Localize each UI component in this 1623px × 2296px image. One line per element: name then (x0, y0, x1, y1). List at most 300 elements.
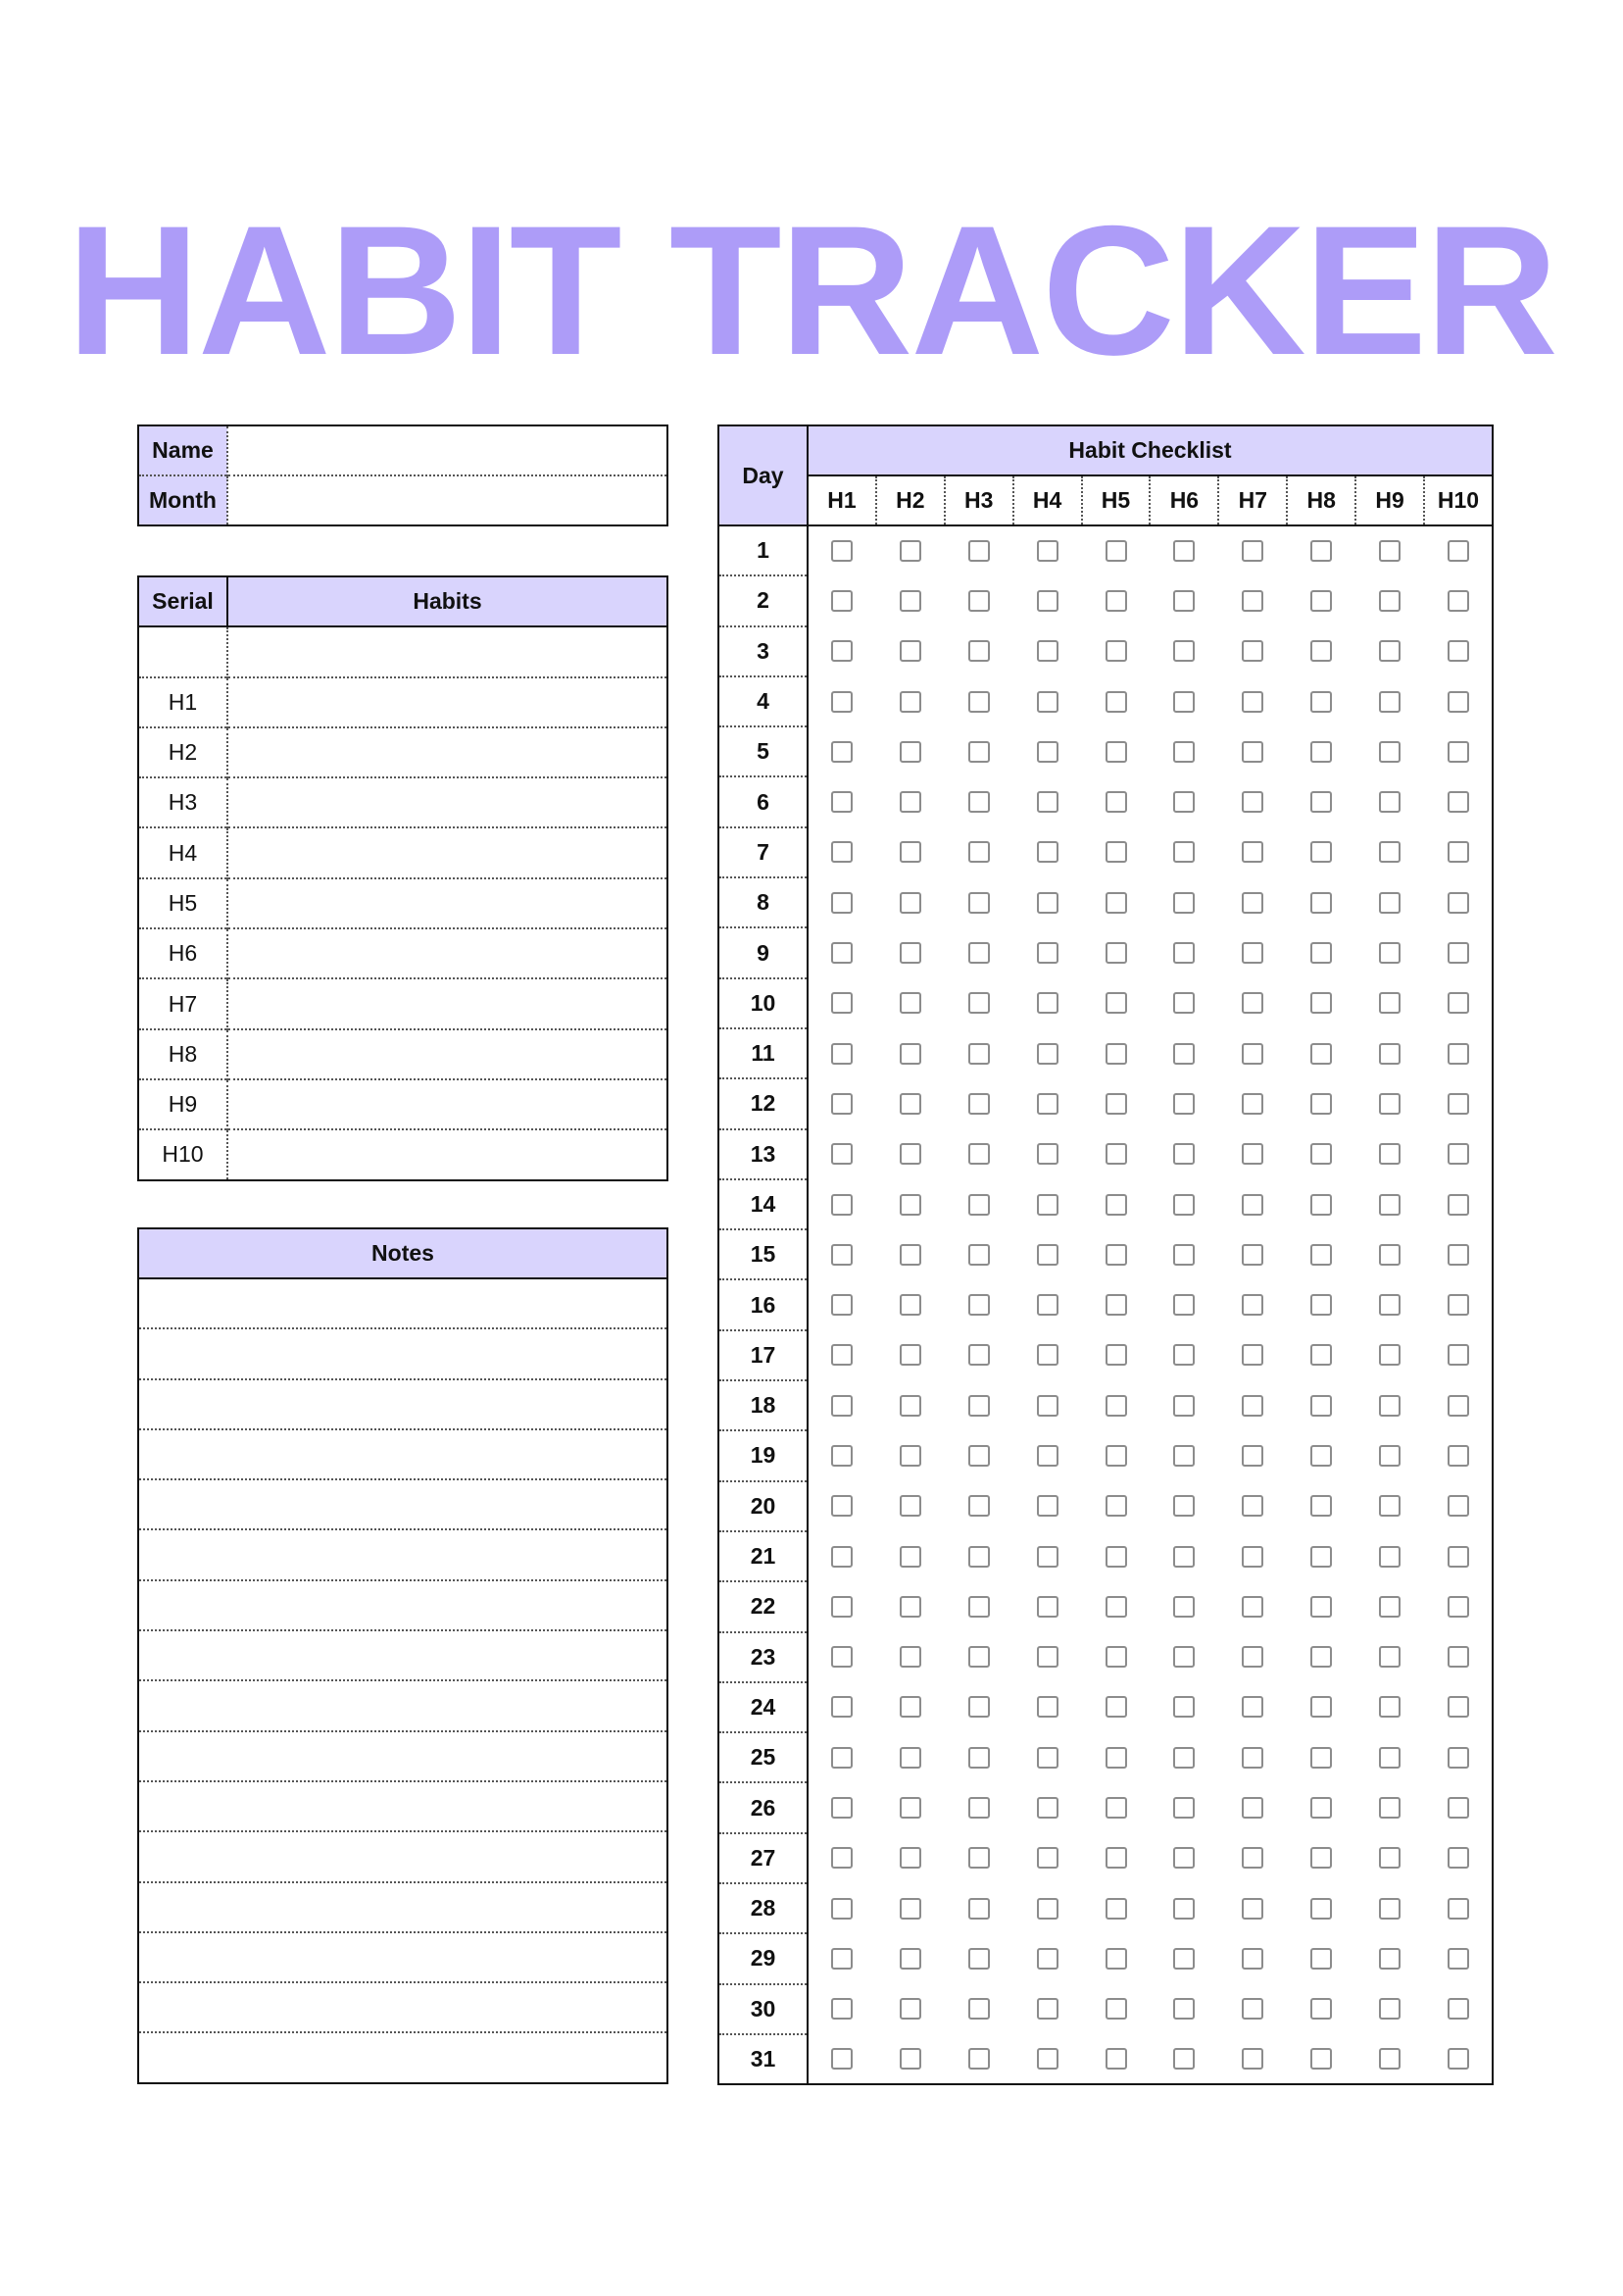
habit-checkbox[interactable] (1379, 1646, 1401, 1668)
habit-checkbox[interactable] (900, 741, 921, 763)
habit-checkbox[interactable] (1242, 1445, 1263, 1467)
habit-checkbox[interactable] (1037, 540, 1058, 562)
notes-line[interactable] (138, 2032, 667, 2082)
habit-checkbox[interactable] (831, 1646, 853, 1668)
habit-checkbox[interactable] (1173, 1294, 1195, 1316)
habit-checkbox[interactable] (1310, 1244, 1332, 1266)
notes-line[interactable] (138, 1529, 667, 1579)
habit-checkbox[interactable] (1242, 1696, 1263, 1718)
habit-checkbox[interactable] (900, 1546, 921, 1568)
habit-checkbox[interactable] (1448, 1294, 1469, 1316)
habit-checkbox[interactable] (1448, 1143, 1469, 1165)
habit-checkbox[interactable] (1242, 1043, 1263, 1065)
habit-checkbox[interactable] (831, 1495, 853, 1517)
habit-checkbox[interactable] (900, 892, 921, 914)
habit-checkbox[interactable] (831, 741, 853, 763)
habit-checkbox[interactable] (900, 1495, 921, 1517)
habit-checkbox[interactable] (900, 590, 921, 612)
habit-checkbox[interactable] (1310, 1344, 1332, 1366)
habit-checkbox[interactable] (1242, 841, 1263, 863)
habit-checkbox[interactable] (968, 1395, 990, 1417)
habit-checkbox[interactable] (1448, 1747, 1469, 1769)
habit-checkbox[interactable] (968, 1998, 990, 2020)
habit-checkbox[interactable] (968, 1043, 990, 1065)
habit-checkbox[interactable] (831, 942, 853, 964)
habit-checkbox[interactable] (1037, 1244, 1058, 1266)
notes-line[interactable] (138, 1680, 667, 1730)
habit-checkbox[interactable] (1037, 992, 1058, 1014)
habit-checkbox[interactable] (1242, 1344, 1263, 1366)
habit-checkbox[interactable] (1173, 1998, 1195, 2020)
habit-checkbox[interactable] (1379, 1244, 1401, 1266)
habit-checkbox[interactable] (1242, 1898, 1263, 1920)
notes-line[interactable] (138, 1630, 667, 1680)
habit-checkbox[interactable] (1379, 1546, 1401, 1568)
habit-checkbox[interactable] (1379, 640, 1401, 662)
habit-checkbox[interactable] (968, 1344, 990, 1366)
habit-checkbox[interactable] (1106, 1043, 1127, 1065)
habit-checkbox[interactable] (1242, 791, 1263, 813)
name-field[interactable] (227, 425, 667, 475)
habit-checkbox[interactable] (1106, 1445, 1127, 1467)
habit-checkbox[interactable] (1310, 590, 1332, 612)
habit-checkbox[interactable] (968, 1495, 990, 1517)
notes-line[interactable] (138, 1731, 667, 1781)
habit-checkbox[interactable] (1106, 791, 1127, 813)
habit-checkbox[interactable] (831, 1445, 853, 1467)
habit-checkbox[interactable] (1106, 942, 1127, 964)
habit-checkbox[interactable] (1310, 841, 1332, 863)
habit-checkbox[interactable] (1448, 1093, 1469, 1115)
habit-checkbox[interactable] (1173, 1596, 1195, 1618)
habit-name-field[interactable] (227, 1029, 667, 1079)
notes-line[interactable] (138, 1781, 667, 1831)
habit-checkbox[interactable] (1173, 1546, 1195, 1568)
habit-checkbox[interactable] (1106, 1797, 1127, 1819)
habit-checkbox[interactable] (1448, 892, 1469, 914)
habit-checkbox[interactable] (1242, 1847, 1263, 1869)
notes-line[interactable] (138, 1328, 667, 1378)
habit-checkbox[interactable] (900, 1093, 921, 1115)
habit-checkbox[interactable] (1173, 791, 1195, 813)
habit-checkbox[interactable] (900, 1395, 921, 1417)
habit-checkbox[interactable] (831, 1294, 853, 1316)
habit-checkbox[interactable] (1173, 1194, 1195, 1216)
habit-checkbox[interactable] (968, 540, 990, 562)
habit-checkbox[interactable] (1037, 1596, 1058, 1618)
habit-checkbox[interactable] (1310, 1847, 1332, 1869)
habit-checkbox[interactable] (1106, 1696, 1127, 1718)
habit-checkbox[interactable] (1242, 1093, 1263, 1115)
habit-checkbox[interactable] (1242, 1244, 1263, 1266)
habit-checkbox[interactable] (1106, 992, 1127, 1014)
habit-checkbox[interactable] (900, 1747, 921, 1769)
habit-checkbox[interactable] (1448, 640, 1469, 662)
habit-checkbox[interactable] (1106, 640, 1127, 662)
habit-checkbox[interactable] (1310, 1998, 1332, 2020)
habit-checkbox[interactable] (1448, 1998, 1469, 2020)
habit-checkbox[interactable] (1448, 1596, 1469, 1618)
habit-checkbox[interactable] (1173, 640, 1195, 662)
habit-checkbox[interactable] (1037, 1194, 1058, 1216)
notes-line[interactable] (138, 1379, 667, 1429)
habit-checkbox[interactable] (1242, 1395, 1263, 1417)
habit-checkbox[interactable] (1242, 1495, 1263, 1517)
habit-checkbox[interactable] (1310, 791, 1332, 813)
habit-checkbox[interactable] (1173, 1847, 1195, 1869)
habit-checkbox[interactable] (831, 1143, 853, 1165)
habit-checkbox[interactable] (1310, 1797, 1332, 1819)
habit-checkbox[interactable] (1310, 1194, 1332, 1216)
habit-checkbox[interactable] (900, 1244, 921, 1266)
habit-checkbox[interactable] (831, 691, 853, 713)
habit-checkbox[interactable] (1106, 1143, 1127, 1165)
habit-checkbox[interactable] (1037, 791, 1058, 813)
notes-line[interactable] (138, 1429, 667, 1479)
habit-checkbox[interactable] (1106, 1948, 1127, 1970)
habit-checkbox[interactable] (900, 1143, 921, 1165)
habit-checkbox[interactable] (1448, 1948, 1469, 1970)
habit-checkbox[interactable] (968, 1143, 990, 1165)
habit-checkbox[interactable] (1173, 741, 1195, 763)
habit-checkbox[interactable] (1448, 791, 1469, 813)
habit-checkbox[interactable] (1037, 1395, 1058, 1417)
habit-checkbox[interactable] (1310, 640, 1332, 662)
habit-checkbox[interactable] (900, 1948, 921, 1970)
habit-checkbox[interactable] (968, 942, 990, 964)
habit-checkbox[interactable] (1037, 741, 1058, 763)
habit-checkbox[interactable] (968, 1093, 990, 1115)
habit-checkbox[interactable] (1242, 1797, 1263, 1819)
habit-checkbox[interactable] (1037, 892, 1058, 914)
habit-checkbox[interactable] (968, 1244, 990, 1266)
habit-name-field[interactable] (227, 677, 667, 727)
habit-checkbox[interactable] (1310, 540, 1332, 562)
habit-checkbox[interactable] (1379, 1194, 1401, 1216)
habit-checkbox[interactable] (1310, 1747, 1332, 1769)
habit-checkbox[interactable] (1037, 1445, 1058, 1467)
habit-checkbox[interactable] (968, 1596, 990, 1618)
habit-checkbox[interactable] (1379, 741, 1401, 763)
habit-checkbox[interactable] (1037, 1998, 1058, 2020)
habit-checkbox[interactable] (1310, 691, 1332, 713)
habit-checkbox[interactable] (831, 1395, 853, 1417)
habit-name-field[interactable] (227, 1079, 667, 1129)
habit-checkbox[interactable] (1173, 590, 1195, 612)
habit-checkbox[interactable] (831, 1948, 853, 1970)
habit-checkbox[interactable] (1037, 2048, 1058, 2070)
habit-checkbox[interactable] (1310, 1696, 1332, 1718)
habit-checkbox[interactable] (1037, 640, 1058, 662)
habit-checkbox[interactable] (1379, 1998, 1401, 2020)
month-field[interactable] (227, 475, 667, 525)
habit-checkbox[interactable] (831, 1043, 853, 1065)
habit-checkbox[interactable] (1173, 1646, 1195, 1668)
habit-checkbox[interactable] (968, 1898, 990, 1920)
habit-checkbox[interactable] (831, 1244, 853, 1266)
habit-checkbox[interactable] (1379, 1344, 1401, 1366)
habit-checkbox[interactable] (1448, 1847, 1469, 1869)
habit-checkbox[interactable] (1242, 741, 1263, 763)
habit-checkbox[interactable] (1310, 1596, 1332, 1618)
habit-checkbox[interactable] (1448, 841, 1469, 863)
habit-checkbox[interactable] (1310, 1898, 1332, 1920)
habit-name-field[interactable] (227, 777, 667, 827)
habit-checkbox[interactable] (1173, 942, 1195, 964)
habit-checkbox[interactable] (968, 1847, 990, 1869)
habit-checkbox[interactable] (1310, 1646, 1332, 1668)
habit-checkbox[interactable] (831, 791, 853, 813)
habit-checkbox[interactable] (1242, 1646, 1263, 1668)
habit-checkbox[interactable] (1173, 1093, 1195, 1115)
habit-checkbox[interactable] (1379, 691, 1401, 713)
habit-checkbox[interactable] (1037, 1043, 1058, 1065)
habit-checkbox[interactable] (968, 1797, 990, 1819)
habit-checkbox[interactable] (1448, 1344, 1469, 1366)
habit-checkbox[interactable] (1173, 1898, 1195, 1920)
habit-checkbox[interactable] (900, 1998, 921, 2020)
habit-checkbox[interactable] (1448, 1445, 1469, 1467)
habit-checkbox[interactable] (1448, 741, 1469, 763)
habit-checkbox[interactable] (1310, 2048, 1332, 2070)
habit-checkbox[interactable] (1106, 590, 1127, 612)
habit-checkbox[interactable] (1448, 1043, 1469, 1065)
habit-checkbox[interactable] (1310, 992, 1332, 1014)
habit-checkbox[interactable] (1037, 1747, 1058, 1769)
habit-checkbox[interactable] (1173, 1495, 1195, 1517)
habit-checkbox[interactable] (1037, 1797, 1058, 1819)
habit-checkbox[interactable] (900, 1596, 921, 1618)
habit-checkbox[interactable] (1106, 1344, 1127, 1366)
habit-checkbox[interactable] (1379, 1797, 1401, 1819)
habit-checkbox[interactable] (968, 1546, 990, 1568)
habit-checkbox[interactable] (900, 791, 921, 813)
habit-checkbox[interactable] (1242, 992, 1263, 1014)
habit-checkbox[interactable] (831, 1847, 853, 1869)
habit-checkbox[interactable] (968, 590, 990, 612)
habit-checkbox[interactable] (1173, 1395, 1195, 1417)
habit-checkbox[interactable] (1310, 741, 1332, 763)
habit-checkbox[interactable] (968, 1948, 990, 1970)
habit-checkbox[interactable] (1106, 1395, 1127, 1417)
habit-checkbox[interactable] (900, 2048, 921, 2070)
habit-checkbox[interactable] (968, 1445, 990, 1467)
habit-checkbox[interactable] (831, 640, 853, 662)
habit-checkbox[interactable] (1242, 540, 1263, 562)
habit-checkbox[interactable] (1379, 1747, 1401, 1769)
habit-checkbox[interactable] (1106, 1294, 1127, 1316)
habit-checkbox[interactable] (1379, 791, 1401, 813)
habit-checkbox[interactable] (1448, 1194, 1469, 1216)
habit-checkbox[interactable] (1379, 1143, 1401, 1165)
habit-checkbox[interactable] (1173, 892, 1195, 914)
habit-checkbox[interactable] (831, 540, 853, 562)
habit-checkbox[interactable] (1037, 1495, 1058, 1517)
habit-checkbox[interactable] (968, 1194, 990, 1216)
habit-checkbox[interactable] (831, 590, 853, 612)
habit-name-field[interactable] (227, 727, 667, 777)
habit-checkbox[interactable] (1106, 540, 1127, 562)
habit-checkbox[interactable] (1310, 942, 1332, 964)
habit-checkbox[interactable] (900, 1847, 921, 1869)
habit-checkbox[interactable] (1242, 1998, 1263, 2020)
habit-checkbox[interactable] (831, 1696, 853, 1718)
habit-checkbox[interactable] (1173, 1797, 1195, 1819)
habit-name-field[interactable] (227, 878, 667, 928)
habit-checkbox[interactable] (1037, 942, 1058, 964)
habit-checkbox[interactable] (968, 741, 990, 763)
habit-checkbox[interactable] (968, 791, 990, 813)
habit-checkbox[interactable] (1379, 1093, 1401, 1115)
notes-line[interactable] (138, 1932, 667, 1982)
habit-checkbox[interactable] (1037, 1143, 1058, 1165)
habit-checkbox[interactable] (900, 1797, 921, 1819)
habit-checkbox[interactable] (1242, 892, 1263, 914)
habit-checkbox[interactable] (900, 1043, 921, 1065)
habit-checkbox[interactable] (1242, 2048, 1263, 2070)
habit-checkbox[interactable] (1310, 1294, 1332, 1316)
habit-name-field[interactable] (227, 827, 667, 877)
habit-checkbox[interactable] (1448, 1898, 1469, 1920)
habit-checkbox[interactable] (1173, 1344, 1195, 1366)
habit-checkbox[interactable] (1242, 691, 1263, 713)
habit-checkbox[interactable] (900, 942, 921, 964)
habit-checkbox[interactable] (900, 640, 921, 662)
habit-checkbox[interactable] (1037, 1093, 1058, 1115)
habit-checkbox[interactable] (1037, 1294, 1058, 1316)
habit-checkbox[interactable] (1448, 540, 1469, 562)
habit-checkbox[interactable] (968, 1747, 990, 1769)
habit-checkbox[interactable] (1037, 1344, 1058, 1366)
habit-checkbox[interactable] (968, 2048, 990, 2070)
habit-checkbox[interactable] (1173, 1043, 1195, 1065)
habit-checkbox[interactable] (1106, 892, 1127, 914)
notes-line[interactable] (138, 1479, 667, 1529)
habit-checkbox[interactable] (1106, 1495, 1127, 1517)
habit-checkbox[interactable] (1448, 691, 1469, 713)
habit-checkbox[interactable] (900, 841, 921, 863)
habit-checkbox[interactable] (831, 1344, 853, 1366)
habit-checkbox[interactable] (900, 1898, 921, 1920)
habit-checkbox[interactable] (1310, 1093, 1332, 1115)
habit-checkbox[interactable] (1173, 2048, 1195, 2070)
habit-checkbox[interactable] (1379, 992, 1401, 1014)
habit-checkbox[interactable] (1106, 1546, 1127, 1568)
habit-checkbox[interactable] (1106, 1847, 1127, 1869)
habit-checkbox[interactable] (1310, 1043, 1332, 1065)
habit-checkbox[interactable] (1448, 1244, 1469, 1266)
habit-checkbox[interactable] (1106, 841, 1127, 863)
habit-checkbox[interactable] (1173, 1244, 1195, 1266)
habit-checkbox[interactable] (1242, 1948, 1263, 1970)
habit-checkbox[interactable] (900, 1646, 921, 1668)
notes-line[interactable] (138, 1580, 667, 1630)
habit-checkbox[interactable] (1448, 2048, 1469, 2070)
habit-name-field[interactable] (227, 626, 667, 676)
habit-checkbox[interactable] (968, 640, 990, 662)
habit-checkbox[interactable] (1106, 2048, 1127, 2070)
habit-checkbox[interactable] (1379, 1898, 1401, 1920)
habit-checkbox[interactable] (1242, 590, 1263, 612)
habit-checkbox[interactable] (1310, 1445, 1332, 1467)
habit-checkbox[interactable] (1037, 1898, 1058, 1920)
habit-checkbox[interactable] (1242, 1294, 1263, 1316)
habit-checkbox[interactable] (1379, 841, 1401, 863)
habit-checkbox[interactable] (831, 992, 853, 1014)
habit-checkbox[interactable] (1242, 1143, 1263, 1165)
habit-checkbox[interactable] (831, 1546, 853, 1568)
habit-checkbox[interactable] (1106, 1194, 1127, 1216)
habit-checkbox[interactable] (1379, 590, 1401, 612)
habit-checkbox[interactable] (1448, 942, 1469, 964)
habit-checkbox[interactable] (900, 1344, 921, 1366)
habit-checkbox[interactable] (900, 1294, 921, 1316)
habit-checkbox[interactable] (1379, 1696, 1401, 1718)
habit-checkbox[interactable] (1448, 1696, 1469, 1718)
habit-checkbox[interactable] (1173, 691, 1195, 713)
habit-checkbox[interactable] (968, 992, 990, 1014)
habit-checkbox[interactable] (1310, 1143, 1332, 1165)
habit-checkbox[interactable] (1310, 1546, 1332, 1568)
habit-checkbox[interactable] (1448, 1395, 1469, 1417)
habit-checkbox[interactable] (831, 1596, 853, 1618)
habit-checkbox[interactable] (1037, 1646, 1058, 1668)
habit-checkbox[interactable] (1106, 1596, 1127, 1618)
habit-checkbox[interactable] (1173, 992, 1195, 1014)
habit-name-field[interactable] (227, 978, 667, 1028)
habit-checkbox[interactable] (968, 841, 990, 863)
habit-checkbox[interactable] (968, 892, 990, 914)
habit-checkbox[interactable] (831, 892, 853, 914)
habit-checkbox[interactable] (900, 992, 921, 1014)
notes-line[interactable] (138, 1278, 667, 1328)
habit-checkbox[interactable] (1310, 1495, 1332, 1517)
habit-checkbox[interactable] (1310, 892, 1332, 914)
habit-checkbox[interactable] (1379, 1395, 1401, 1417)
habit-checkbox[interactable] (1173, 540, 1195, 562)
habit-checkbox[interactable] (1379, 942, 1401, 964)
habit-checkbox[interactable] (1379, 1043, 1401, 1065)
habit-checkbox[interactable] (1106, 741, 1127, 763)
habit-checkbox[interactable] (1448, 1646, 1469, 1668)
habit-checkbox[interactable] (1106, 1747, 1127, 1769)
habit-checkbox[interactable] (831, 1194, 853, 1216)
habit-checkbox[interactable] (900, 691, 921, 713)
habit-checkbox[interactable] (1310, 1948, 1332, 1970)
habit-checkbox[interactable] (968, 1646, 990, 1668)
habit-checkbox[interactable] (1106, 1898, 1127, 1920)
habit-checkbox[interactable] (1037, 590, 1058, 612)
habit-checkbox[interactable] (900, 1445, 921, 1467)
habit-checkbox[interactable] (1379, 1948, 1401, 1970)
notes-line[interactable] (138, 1882, 667, 1932)
habit-checkbox[interactable] (1242, 1194, 1263, 1216)
habit-checkbox[interactable] (900, 1194, 921, 1216)
habit-checkbox[interactable] (968, 691, 990, 713)
habit-checkbox[interactable] (900, 1696, 921, 1718)
habit-name-field[interactable] (227, 1129, 667, 1179)
habit-checkbox[interactable] (1448, 1797, 1469, 1819)
habit-checkbox[interactable] (1037, 1948, 1058, 1970)
habit-checkbox[interactable] (1037, 691, 1058, 713)
habit-checkbox[interactable] (1037, 841, 1058, 863)
habit-checkbox[interactable] (1448, 590, 1469, 612)
habit-checkbox[interactable] (831, 1797, 853, 1819)
habit-checkbox[interactable] (1173, 1948, 1195, 1970)
habit-checkbox[interactable] (1379, 1495, 1401, 1517)
habit-checkbox[interactable] (1379, 1294, 1401, 1316)
habit-checkbox[interactable] (900, 540, 921, 562)
